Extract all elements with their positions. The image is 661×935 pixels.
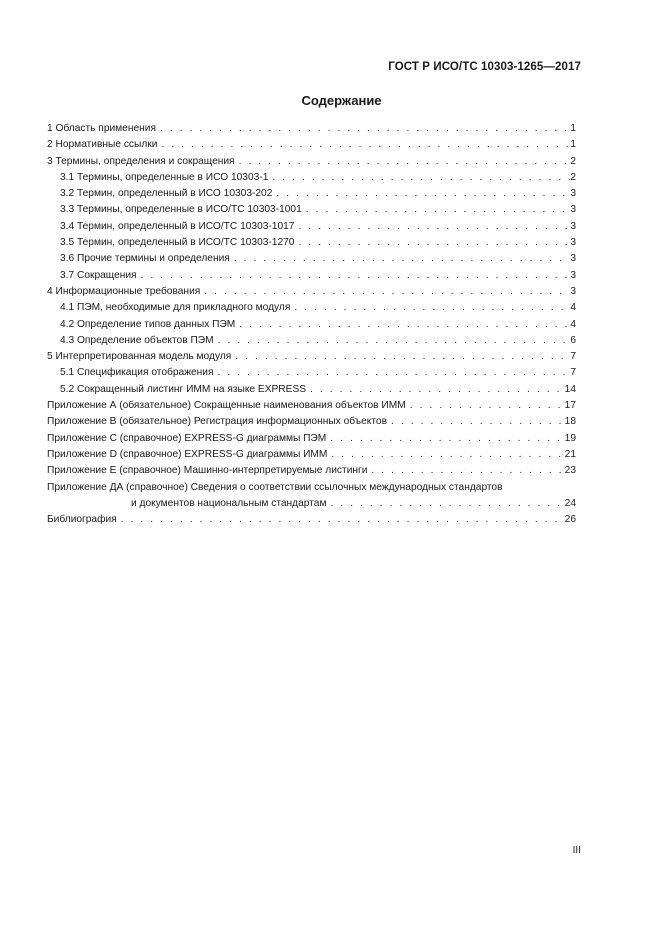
toc-entry-page: 2	[570, 171, 576, 183]
toc-entry-page: 3	[570, 188, 576, 200]
toc-entry-label: 5 Интерпретированная модель модуля	[47, 351, 232, 363]
toc-entry[interactable]	[47, 317, 576, 333]
toc-entry-label: Приложение Е (справочное) Машинно-интерпретируемые листинги	[47, 465, 368, 477]
toc-dot-leader	[327, 447, 564, 463]
toc-dot-leader	[367, 463, 564, 479]
toc-dot-leader	[231, 349, 570, 365]
toc-dot-leader	[157, 137, 570, 153]
toc-dot-leader	[235, 317, 570, 333]
toc-entry[interactable]	[47, 463, 576, 479]
toc-entry[interactable]	[47, 219, 576, 235]
toc-entry-label: 4.2 Определение типов данных ПЭМ	[60, 318, 236, 330]
toc-entry[interactable]	[47, 284, 576, 300]
toc-dot-leader	[294, 235, 570, 251]
toc-entry-label: 5.1 Спецификация отображения	[60, 367, 214, 379]
toc-dot-leader	[326, 431, 564, 447]
toc-entry-label: 3.4 Термин, определенный в ИСО/ТС 10303-1017	[60, 220, 295, 232]
toc-entry-label: 4.3 Определение объектов ПЭМ	[60, 334, 214, 346]
toc-entry-page: 7	[570, 367, 576, 379]
toc-entry-page: 23	[564, 465, 576, 477]
toc-dot-leader	[406, 398, 565, 414]
toc-entry[interactable]	[47, 170, 576, 186]
toc-entry-page: 18	[564, 416, 576, 428]
toc-entry-page: 3	[570, 253, 576, 265]
toc-entry-page: 4	[570, 302, 576, 314]
toc-entry[interactable]	[47, 268, 576, 284]
toc-entry-page: 3	[570, 269, 576, 281]
toc-entry[interactable]	[47, 300, 576, 316]
toc-entry-page: 3	[570, 204, 576, 216]
toc-entry-label: 3.5 Термин, определенный в ИСО/ТС 10303-1270	[60, 237, 295, 249]
toc-entry[interactable]	[47, 333, 576, 349]
toc-dot-leader	[387, 414, 565, 430]
toc-entry[interactable]	[47, 154, 576, 170]
toc-entry-page: 14	[564, 383, 576, 395]
toc-entry-label: Приложение В (обязательное) Регистрация информационных объектов	[47, 416, 387, 428]
toc-entry[interactable]	[47, 235, 576, 251]
toc-entry-page: 7	[570, 351, 576, 363]
toc-entry-label: Приложение С (справочное) EXPRESS-G диаграммы ПЭМ	[47, 432, 327, 444]
toc-entry-page: 1	[570, 139, 576, 151]
toc-entry[interactable]	[47, 447, 576, 463]
toc-entry[interactable]	[47, 186, 576, 202]
toc-entry-page: 24	[564, 497, 576, 509]
toc-entry-label: 5.2 Сокращенный листинг ИММ на языке EXPRESS	[60, 383, 307, 395]
toc-entry-page: 17	[564, 400, 576, 412]
toc-entry-page: 3	[570, 220, 576, 232]
toc-entry-page: 26	[564, 514, 576, 526]
toc-dot-leader	[294, 219, 570, 235]
toc-entry-page: 3	[570, 237, 576, 249]
toc-entry[interactable]	[47, 382, 576, 398]
toc-entry[interactable]	[47, 202, 576, 218]
toc-entry-label-line1: Приложение ДА (справочное) Сведения о соответствии ссылочных международных стандартов	[47, 481, 503, 493]
toc-entry-page: 4	[570, 318, 576, 330]
toc-dot-leader	[214, 365, 571, 381]
toc-entry-line2-row	[47, 496, 576, 512]
toc-entry-page: 21	[564, 448, 576, 460]
toc-entry[interactable]	[47, 414, 576, 430]
toc-entry-label-line2: и документов национальным стандартам	[131, 497, 327, 509]
toc-entry[interactable]	[47, 121, 576, 137]
document-code-header: ГОСТ Р ИСО/ТС 10303-1265—2017	[388, 61, 581, 73]
toc-dot-leader	[326, 496, 564, 512]
table-of-contents	[47, 121, 576, 528]
toc-dot-leader	[235, 154, 571, 170]
toc-entry-label: 1 Область применения	[47, 123, 156, 134]
toc-entry-page: 1	[570, 123, 576, 134]
page-number: III	[572, 845, 581, 856]
toc-entry-page: 2	[570, 155, 576, 167]
toc-entry-label: 3.1 Термины, определенные в ИСО 10303-1	[60, 171, 269, 183]
toc-dot-leader	[200, 284, 570, 300]
toc-entry[interactable]	[47, 349, 576, 365]
toc-entry-page: 6	[570, 334, 576, 346]
toc-entry-annex-da[interactable]	[47, 480, 576, 513]
toc-entry[interactable]	[47, 431, 576, 447]
toc-dot-leader	[290, 300, 570, 316]
toc-entry-label: 3.6 Прочие термины и определения	[60, 253, 230, 265]
toc-entry[interactable]	[47, 251, 576, 267]
toc-entry-label: 3.3 Термины, определенные в ИСО/ТС 10303-1001	[60, 204, 302, 216]
toc-dot-leader	[137, 268, 571, 284]
toc-entry-label: 4 Информационные требования	[47, 285, 201, 297]
toc-entry-page: 3	[570, 285, 576, 297]
toc-entry[interactable]	[47, 365, 576, 381]
toc-dot-leader	[302, 202, 571, 218]
toc-entry-label: 4.1 ПЭМ, необходимые для прикладного модуля	[60, 302, 291, 314]
toc-entry-label: 3.2 Термин, определенный в ИСО 10303-202	[60, 188, 273, 200]
toc-entry-label: Библиография	[47, 514, 117, 526]
toc-entries-list	[47, 121, 576, 480]
toc-entry-label: 3.7 Сокращения	[60, 269, 137, 281]
toc-dot-leader	[214, 333, 571, 349]
toc-entry-label: Приложение А (обязательное) Сокращенные наименования объектов ИММ	[47, 400, 406, 412]
toc-entry-bibliography[interactable]	[47, 512, 576, 528]
toc-dot-leader	[268, 170, 570, 186]
toc-dot-leader	[230, 251, 571, 267]
toc-entry[interactable]	[47, 398, 576, 414]
toc-entry-label: Приложение D (справочное) EXPRESS-G диаграммы ИММ	[47, 448, 328, 460]
toc-dot-leader	[272, 186, 570, 202]
toc-entry-page: 19	[564, 432, 576, 444]
toc-dot-leader	[117, 512, 565, 528]
toc-entry-label: 3 Термины, определения и сокращения	[47, 155, 235, 167]
toc-dot-leader	[306, 382, 565, 398]
toc-title: Содержание	[301, 93, 382, 108]
toc-dot-leader	[156, 121, 570, 137]
toc-entry-label: 2 Нормативные ссылки	[47, 139, 158, 151]
toc-entry[interactable]	[47, 137, 576, 153]
